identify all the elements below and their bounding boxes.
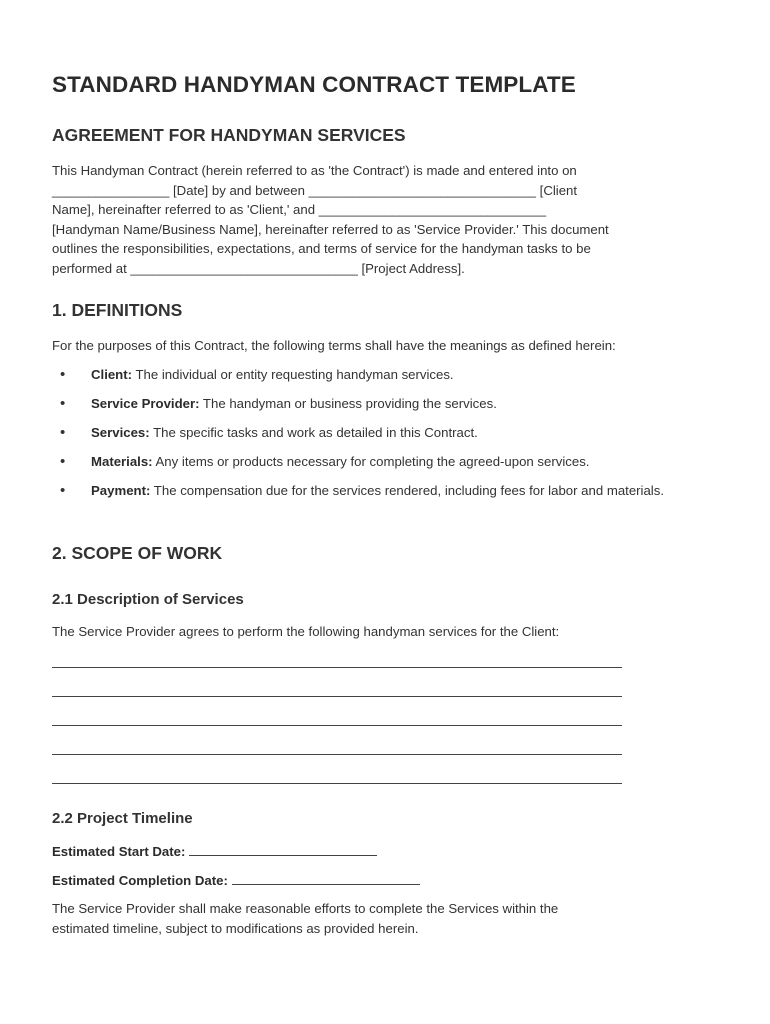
bullet-icon: • (60, 395, 66, 412)
service-blank-line[interactable] (52, 696, 622, 697)
agreement-paragraph (52, 161, 722, 278)
agreement-line: performed at _______________________________ [Project Address]. (52, 260, 465, 276)
completion-date-field (52, 871, 420, 891)
scope-heading: 2. SCOPE OF WORK (52, 543, 223, 563)
agreement-line: outlines the responsibilities, expectations, and terms of service for the handyman tasks to be (52, 241, 591, 256)
closing-line: estimated timeline, subject to modifications as provided herein. (52, 920, 419, 936)
document-title: STANDARD HANDYMAN CONTRACT TEMPLATE (52, 72, 576, 97)
definition-term: Client: (91, 367, 133, 382)
bullet-icon: • (60, 482, 66, 499)
agreement-line: Name], hereinafter referred to as 'Client,' and _______________________________ (52, 202, 547, 217)
bullet-icon: • (60, 453, 66, 470)
service-blank-line[interactable] (52, 754, 622, 755)
start-date-field (52, 842, 377, 862)
definitions-intro: For the purposes of this Contract, the following terms shall have the meanings as defined herein: (52, 338, 616, 353)
definition-text: The compensation due for the services rendered, including fees for labor and materials. (150, 483, 664, 498)
agreement-line: This Handyman Contract (herein referred to as 'the Contract') is made and entered into on (52, 163, 577, 178)
list-item (52, 423, 732, 443)
definition-term: Services: (91, 425, 150, 440)
bullet-icon: • (60, 366, 66, 383)
definition-text: The individual or entity requesting handyman services. (132, 367, 454, 382)
definition-text: Any items or products necessary for completing the agreed-upon services. (152, 454, 590, 469)
completion-date-label: Estimated Completion Date: (52, 873, 228, 888)
service-blank-line[interactable] (52, 783, 622, 784)
agreement-heading: AGREEMENT FOR HANDYMAN SERVICES (52, 125, 406, 145)
description-intro: The Service Provider agrees to perform the following handyman services for the Client: (52, 624, 560, 639)
definition-term: Payment: (91, 483, 151, 498)
definitions-list (52, 365, 732, 510)
description-heading: 2.1 Description of Services (52, 591, 244, 608)
definitions-heading: 1. DEFINITIONS (52, 300, 183, 320)
list-item (52, 365, 732, 385)
closing-line: The Service Provider shall make reasonable efforts to complete the Services within the (52, 901, 559, 916)
timeline-closing-paragraph (52, 899, 692, 938)
agreement-line: [Handyman Name/Business Name], hereinafter referred to as 'Service Provider.' This document (52, 221, 609, 237)
timeline-heading: 2.2 Project Timeline (52, 810, 193, 827)
bullet-icon: • (60, 424, 66, 441)
definition-term: Service Provider: (91, 396, 200, 411)
definition-text: The handyman or business providing the services. (199, 396, 497, 411)
list-item (52, 394, 732, 414)
completion-date-blank[interactable] (232, 872, 420, 885)
service-blank-line[interactable] (52, 725, 622, 726)
definition-term: Materials: (91, 454, 153, 469)
start-date-blank[interactable] (189, 843, 377, 856)
list-item (52, 481, 711, 501)
start-date-label: Estimated Start Date: (52, 844, 186, 859)
definition-text: The specific tasks and work as detailed in this Contract. (149, 425, 478, 440)
service-blank-line[interactable] (52, 667, 622, 668)
agreement-line: ________________ [Date] by and between _______________________________ [Client (52, 182, 578, 198)
list-item (52, 452, 732, 472)
